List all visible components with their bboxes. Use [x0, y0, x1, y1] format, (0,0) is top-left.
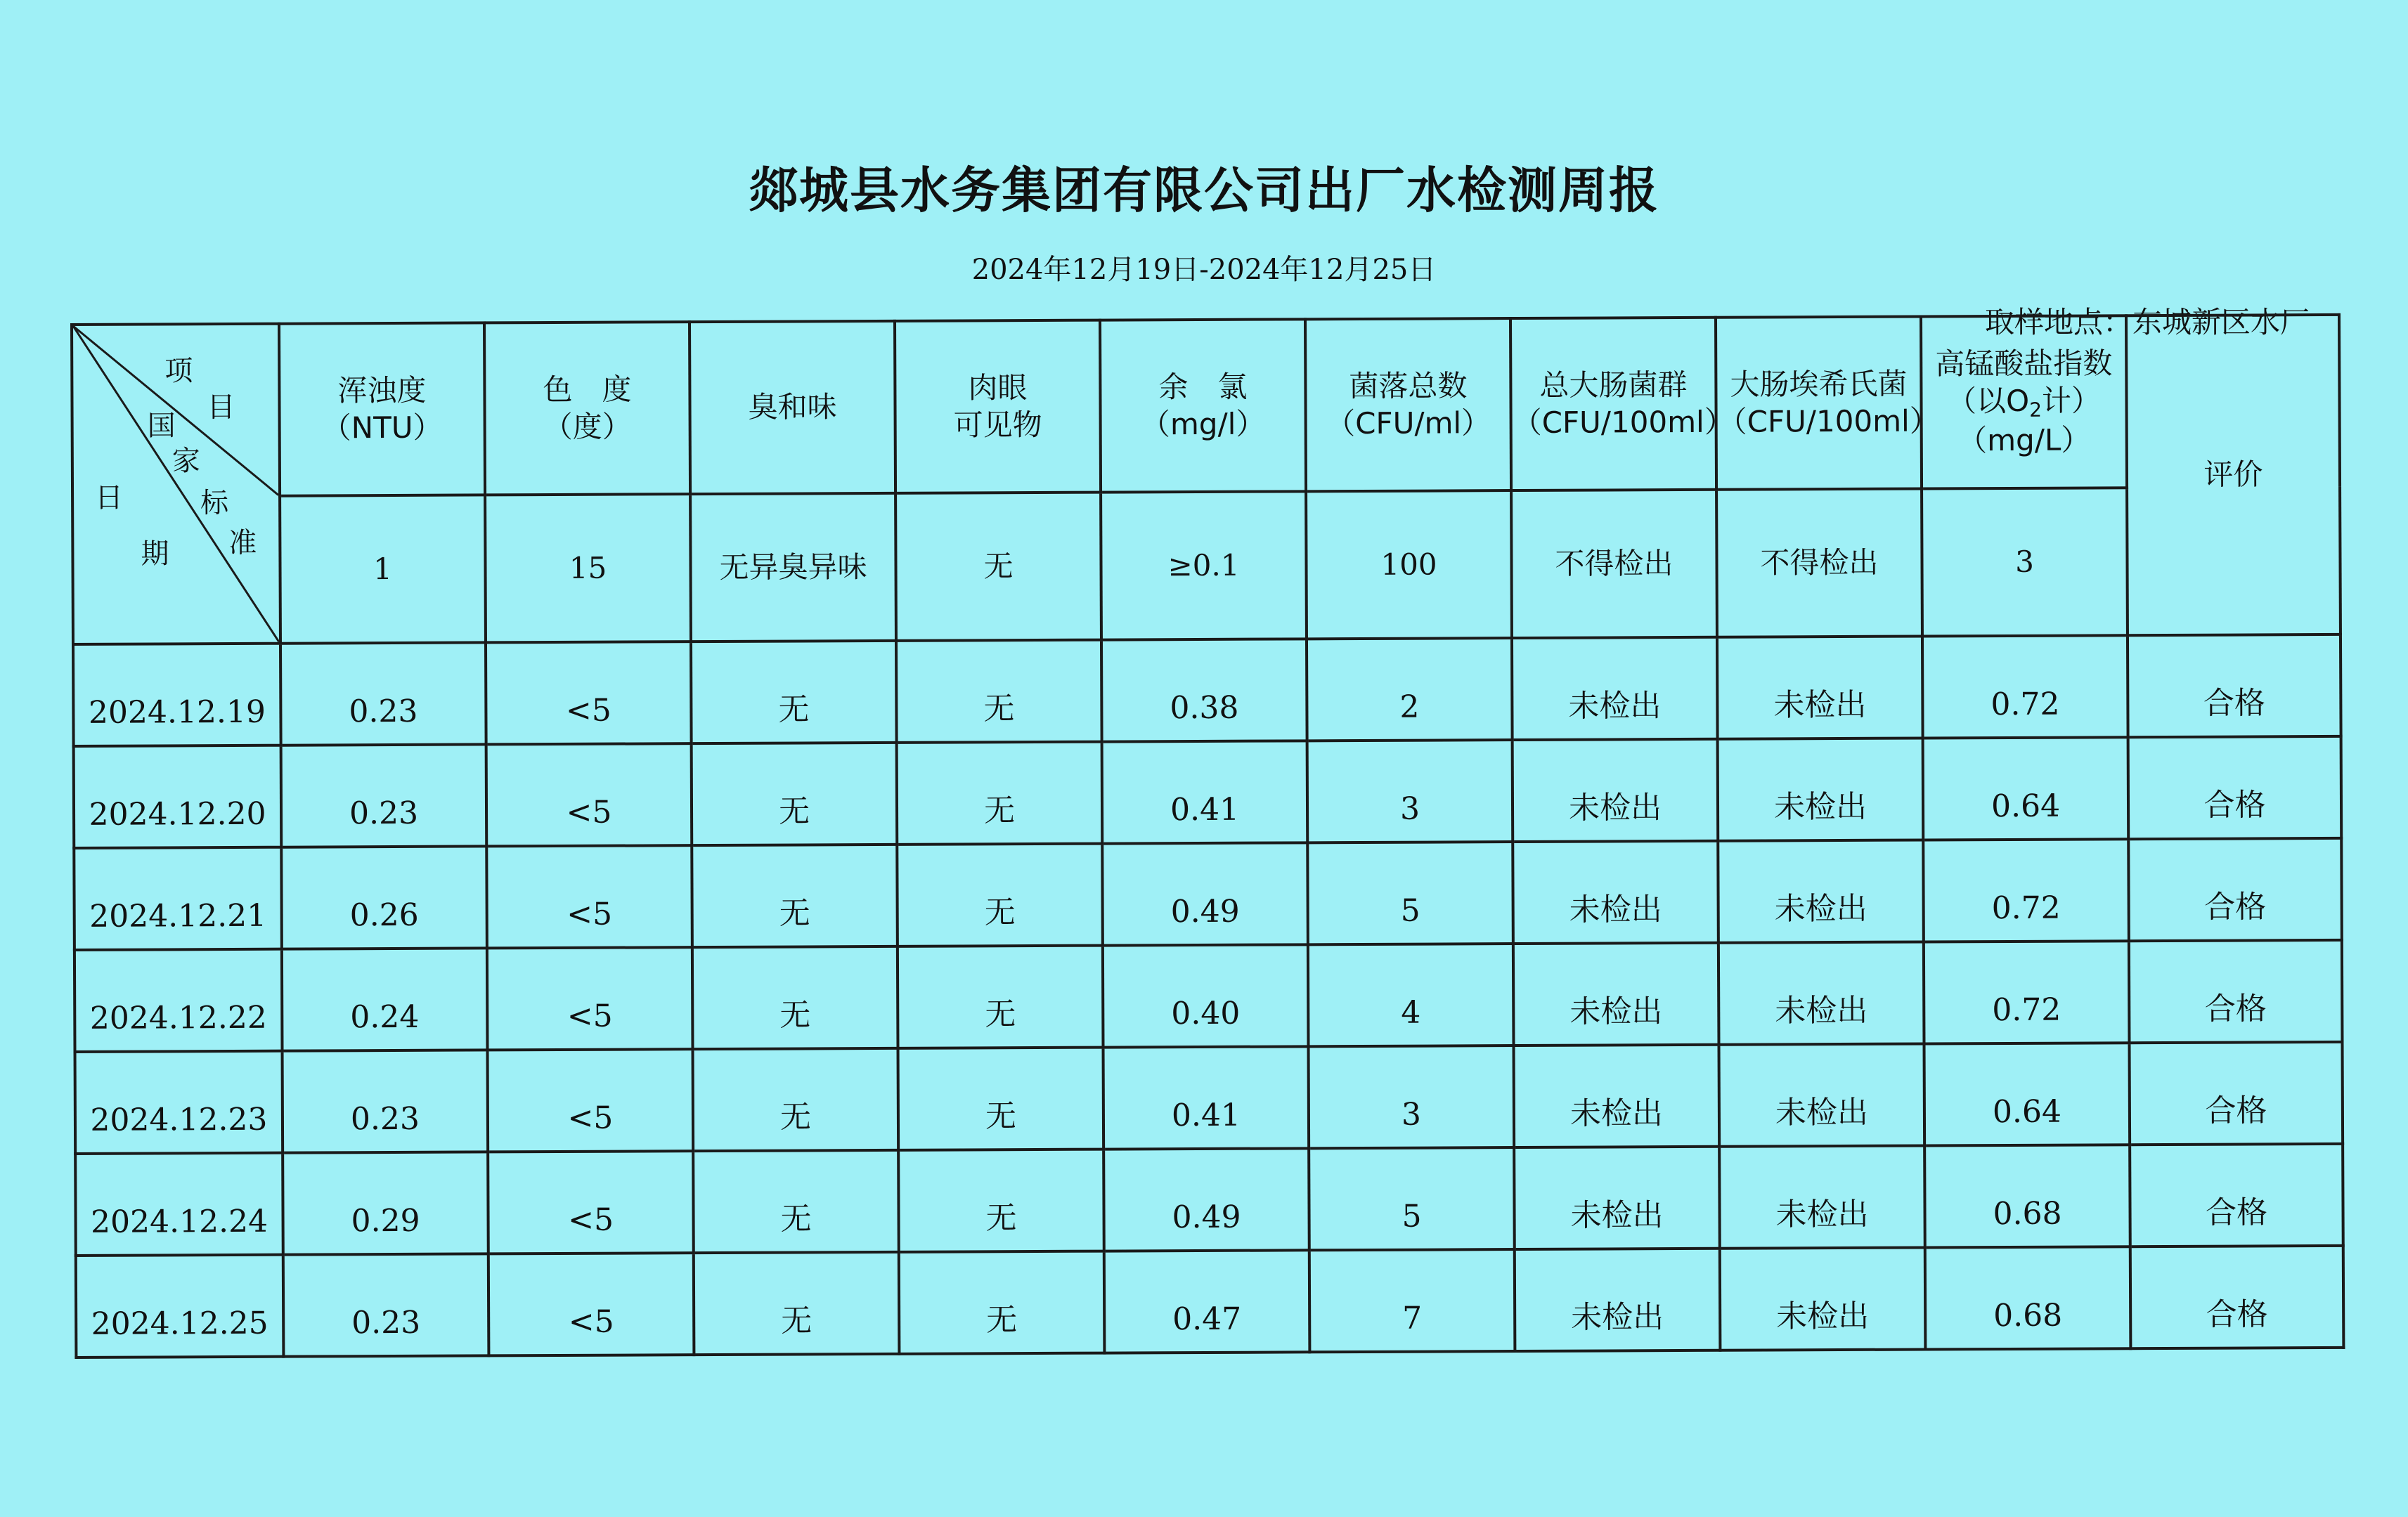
- visible-cell: 无: [897, 742, 1103, 845]
- standard-value: 15: [485, 494, 691, 642]
- odor-cell: 无: [691, 641, 897, 743]
- coliform-cell: 未检出: [1514, 1045, 1720, 1147]
- column-header-evaluation: 评价: [2126, 315, 2341, 635]
- odor-cell: 无: [693, 1048, 899, 1151]
- column-header-chlorine: 余 氯 （mg/l）: [1100, 319, 1306, 492]
- color-cell: <5: [488, 1049, 694, 1152]
- turbidity-cell: 0.26: [281, 846, 487, 949]
- visible-cell: 无: [898, 946, 1103, 1048]
- chlorine-cell: 0.49: [1103, 1148, 1309, 1251]
- report-period: 2024年12月19日-2024年12月25日: [971, 254, 1437, 286]
- colony-cell: 5: [1307, 842, 1513, 944]
- odor-cell: 无: [692, 946, 898, 1049]
- report-table: [70, 313, 2345, 1359]
- evaluation-cell: 合格: [2128, 736, 2342, 839]
- column-header-permanganate: 高锰酸盐指数 （以$O_2$计） （mg/L）: [1921, 315, 2127, 488]
- table-row: [75, 1042, 2343, 1154]
- coliform-cell: 未检出: [1515, 1249, 1721, 1351]
- ecoli-cell: 未检出: [1719, 1146, 1925, 1249]
- standard-row: [72, 487, 2341, 644]
- coliform-cell: 未检出: [1513, 841, 1718, 944]
- permanganate-cell: 0.72: [1922, 635, 2128, 738]
- color-cell: <5: [486, 642, 692, 744]
- chlorine-cell: 0.38: [1101, 639, 1307, 741]
- ecoli-cell: 未检出: [1718, 738, 1924, 841]
- colony-cell: 5: [1309, 1147, 1515, 1250]
- ecoli-cell: 未检出: [1720, 1247, 1926, 1350]
- visible-cell: 无: [899, 1251, 1105, 1354]
- coliform-cell: 未检出: [1514, 1147, 1720, 1249]
- corner-char: 项: [164, 355, 193, 388]
- evaluation-cell: 合格: [2129, 940, 2343, 1043]
- visible-cell: 无: [898, 1150, 1104, 1252]
- evaluation-cell: 合格: [2130, 1246, 2344, 1348]
- color-cell: <5: [486, 743, 692, 846]
- ecoli-cell: 未检出: [1718, 942, 1924, 1045]
- table-row: [73, 634, 2341, 746]
- colony-cell: 2: [1307, 638, 1513, 741]
- colony-cell: 4: [1308, 944, 1514, 1046]
- table-row: [74, 838, 2342, 950]
- date-cell: 2024.12.25: [76, 1255, 284, 1358]
- header-row: [72, 315, 2340, 497]
- column-header-color: 色 度 （度）: [484, 322, 690, 495]
- column-header-coliform: 总大肠菌群 （CFU/100ml）: [1510, 318, 1716, 490]
- sampling-location: 取样地点：东城新区水厂: [1984, 305, 2310, 339]
- column-header-colony: 菌落总数 （CFU/ml）: [1305, 318, 1511, 491]
- colony-cell: 3: [1307, 740, 1513, 842]
- permanganate-cell: 0.72: [1923, 839, 2129, 942]
- permanganate-cell: 0.64: [1923, 737, 2129, 840]
- chlorine-cell: 0.40: [1103, 944, 1309, 1047]
- turbidity-cell: 0.23: [283, 1050, 488, 1152]
- table-row: [76, 1246, 2344, 1358]
- evaluation-cell: 合格: [2129, 1042, 2343, 1145]
- permanganate-cell: 0.72: [1924, 941, 2130, 1043]
- corner-char: 标: [200, 487, 229, 520]
- permanganate-cell: 0.64: [1924, 1043, 2130, 1145]
- visible-cell: 无: [897, 844, 1103, 946]
- odor-cell: 无: [694, 1252, 900, 1355]
- corner-char: 目: [207, 391, 235, 424]
- table-row: [74, 736, 2342, 848]
- date-cell: 2024.12.23: [75, 1051, 283, 1154]
- date-cell: 2024.12.21: [74, 847, 282, 950]
- visible-cell: 无: [898, 1048, 1104, 1150]
- odor-cell: 无: [692, 743, 898, 845]
- coliform-cell: 未检出: [1513, 739, 1718, 842]
- color-cell: <5: [488, 1253, 694, 1355]
- ecoli-cell: 未检出: [1717, 637, 1923, 739]
- evaluation-cell: 合格: [2128, 838, 2342, 941]
- data-rows: [73, 634, 2343, 1358]
- date-cell: 2024.12.24: [75, 1153, 283, 1256]
- standard-value: 3: [1922, 488, 2128, 636]
- colony-cell: 7: [1309, 1249, 1515, 1352]
- standard-value: 1: [280, 495, 486, 643]
- turbidity-cell: 0.23: [283, 1254, 489, 1356]
- turbidity-cell: 0.24: [282, 948, 488, 1050]
- turbidity-cell: 0.29: [283, 1152, 488, 1254]
- column-header-ecoli: 大肠埃希氏菌 （CFU/100ml）: [1716, 317, 1922, 490]
- chlorine-cell: 0.47: [1104, 1250, 1310, 1353]
- ecoli-cell: 未检出: [1718, 840, 1924, 943]
- ecoli-cell: 未检出: [1719, 1044, 1925, 1147]
- colony-cell: 3: [1309, 1046, 1515, 1148]
- evaluation-cell: 合格: [2130, 1144, 2343, 1246]
- coliform-cell: 未检出: [1513, 943, 1719, 1046]
- standard-value: 不得检出: [1511, 490, 1717, 638]
- corner-char: 期: [141, 538, 169, 571]
- permanganate-cell: 0.68: [1925, 1246, 2131, 1349]
- report-table-wrapper: [70, 313, 2342, 1356]
- color-cell: <5: [486, 845, 692, 948]
- column-header-odor: 臭和味: [690, 321, 895, 494]
- chlorine-cell: 0.49: [1102, 842, 1308, 945]
- standard-value: ≥0.1: [1101, 491, 1307, 639]
- date-cell: 2024.12.20: [74, 746, 282, 848]
- odor-cell: 无: [692, 845, 898, 947]
- odor-cell: 无: [693, 1150, 899, 1253]
- column-header-visible: 肉眼 可见物: [895, 320, 1101, 493]
- table-row: [75, 940, 2343, 1052]
- report-title: 郯城县水务集团有限公司出厂水检测周报: [749, 162, 1659, 219]
- standard-value: 无: [895, 493, 1101, 641]
- column-header-turbidity: 浑浊度 （NTU）: [279, 323, 485, 495]
- color-cell: <5: [488, 1151, 694, 1254]
- date-cell: 2024.12.19: [73, 644, 281, 746]
- turbidity-cell: 0.23: [280, 642, 486, 745]
- corner-char: 家: [171, 445, 200, 478]
- corner-char: 准: [228, 526, 257, 560]
- date-cell: 2024.12.22: [75, 949, 283, 1052]
- evaluation-cell: 合格: [2128, 634, 2341, 737]
- permanganate-cell: 0.68: [1924, 1145, 2130, 1247]
- corner-char: 日: [94, 481, 124, 514]
- standard-value: 不得检出: [1716, 489, 1922, 637]
- coliform-cell: 未检出: [1512, 637, 1718, 740]
- corner-header-cell: [72, 324, 280, 644]
- chlorine-cell: 0.41: [1103, 1046, 1309, 1149]
- turbidity-cell: 0.23: [281, 744, 487, 847]
- visible-cell: 无: [896, 640, 1102, 743]
- chlorine-cell: 0.41: [1102, 741, 1308, 843]
- standard-value: 无异臭异味: [690, 493, 896, 642]
- color-cell: <5: [487, 947, 693, 1050]
- table-row: [75, 1144, 2343, 1256]
- standard-value: 100: [1306, 490, 1512, 639]
- corner-char: 国: [147, 410, 176, 443]
